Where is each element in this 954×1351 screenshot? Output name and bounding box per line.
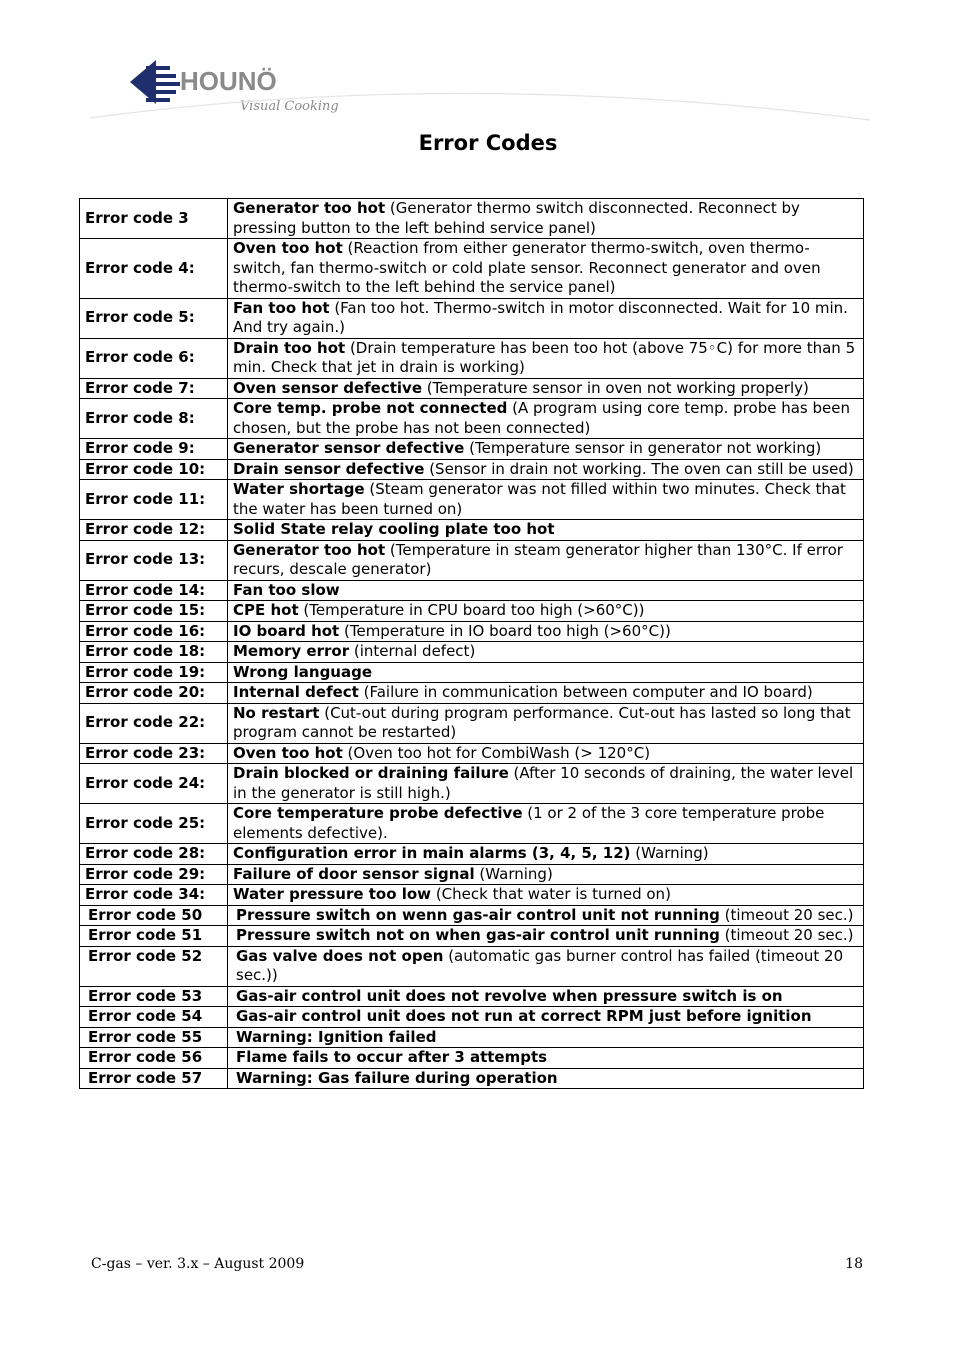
error-description-cell — [228, 905, 864, 926]
table-row — [80, 378, 864, 399]
error-code-cell: Error code 15: — [80, 601, 228, 622]
table-row — [80, 1048, 864, 1069]
error-detail: (Temperature sensor in generator not working) — [464, 439, 822, 457]
table-row — [80, 540, 864, 580]
error-code-cell: Error code 7: — [80, 378, 228, 399]
error-code-cell: Error code 28: — [80, 844, 228, 865]
table-row — [80, 662, 864, 683]
error-code-cell: Error code 4: — [80, 239, 228, 299]
error-detail: (Temperature sensor in oven not working properly) — [422, 378, 809, 397]
error-title: Oven sensor defective — [233, 378, 423, 397]
error-description-cell — [228, 439, 864, 460]
error-description-cell — [228, 239, 864, 299]
error-description-cell — [228, 804, 864, 844]
table-row — [80, 621, 864, 642]
table-row — [80, 1068, 864, 1089]
error-code-cell: Error code 24: — [80, 764, 228, 804]
error-title: Configuration error in main alarms (3, 4, 5, 12) — [233, 844, 631, 862]
table-row — [80, 1007, 864, 1028]
error-code-cell: Error code 51 — [80, 926, 228, 947]
error-code-cell: Error code 11: — [80, 480, 228, 520]
error-code-cell: Error code 52 — [80, 946, 228, 986]
error-description-cell — [228, 399, 864, 439]
error-detail: (Temperature in CPU board too high (>60°C)) — [298, 601, 645, 619]
error-title: Generator too hot — [233, 540, 386, 559]
error-description-cell — [228, 298, 864, 338]
table-row — [80, 1027, 864, 1048]
table-row — [80, 743, 864, 764]
error-title: Core temperature probe defective — [233, 804, 523, 822]
table-row — [80, 199, 864, 239]
error-code-cell: Error code 3 — [80, 199, 228, 239]
error-title: CPE hot — [233, 601, 299, 619]
error-code-cell: Error code 25: — [80, 804, 228, 844]
error-code-cell: Error code 6: — [80, 338, 228, 378]
error-title: Gas-air control unit does not run at correct RPM just before ignition — [236, 1007, 812, 1025]
error-title: No restart — [233, 703, 320, 722]
error-description-cell — [228, 864, 864, 885]
error-codes-body — [80, 199, 864, 1089]
error-code-cell: Error code 10: — [80, 459, 228, 480]
error-code-cell: Error code 22: — [80, 703, 228, 743]
error-detail: (Sensor in drain not working. The oven can still be used) — [424, 459, 854, 478]
error-description-cell — [228, 986, 864, 1007]
error-title: Fan too slow — [233, 580, 340, 599]
table-row — [80, 885, 864, 906]
table-row — [80, 703, 864, 743]
error-code-cell: Error code 16: — [80, 621, 228, 642]
error-title: Gas valve does not open — [236, 946, 444, 965]
table-row — [80, 459, 864, 480]
error-description-cell — [228, 764, 864, 804]
error-code-cell: Error code 34: — [80, 885, 228, 906]
logo-tagline: Visual Cooking — [240, 99, 339, 114]
error-code-cell: Error code 5: — [80, 298, 228, 338]
error-description-cell — [228, 683, 864, 704]
error-detail: (Drain temperature has been too hot (above 75◦C) for more than 5 min. Check that jet in drain is working) — [233, 338, 856, 376]
error-description-cell — [228, 642, 864, 663]
table-row — [80, 439, 864, 460]
table-row — [80, 986, 864, 1007]
error-title: Memory error — [233, 642, 350, 660]
error-detail: (Steam generator was not filled within two minutes. Check that the water has been turned on) — [233, 480, 846, 518]
error-detail: (Cut-out during program performance. Cut-out has lasted so long that program cannot be restarted) — [233, 703, 851, 741]
error-detail: (1 or 2 of the 3 core temperature probe elements defective). — [233, 804, 825, 842]
error-detail: (Generator thermo switch disconnected. Reconnect by pressing button to the left behind service panel) — [233, 199, 800, 237]
error-detail: (Oven too hot for CombiWash (> 120°C) — [342, 743, 651, 762]
error-code-cell: Error code 18: — [80, 642, 228, 663]
error-title: Oven too hot — [233, 743, 343, 762]
error-title: Internal defect — [233, 683, 359, 701]
error-code-cell: Error code 12: — [80, 520, 228, 541]
error-description-cell — [228, 480, 864, 520]
error-detail: (Check that water is turned on) — [431, 885, 671, 903]
error-title: Failure of door sensor signal — [233, 864, 475, 883]
error-description-cell — [228, 199, 864, 239]
error-detail: (timeout 20 sec.) — [719, 905, 854, 924]
table-row — [80, 399, 864, 439]
error-code-cell: Error code 29: — [80, 864, 228, 885]
error-detail: (internal defect) — [349, 642, 476, 660]
error-code-cell: Error code 19: — [80, 662, 228, 683]
logo-wordmark: HOUNÖ — [180, 66, 277, 96]
error-description-cell — [228, 520, 864, 541]
error-code-cell: Error code 56 — [80, 1048, 228, 1069]
error-title: Pressure switch not on when gas-air control unit running — [236, 926, 720, 944]
error-title: Drain blocked or draining failure — [233, 764, 509, 782]
error-codes-table — [79, 198, 864, 1089]
error-code-cell: Error code 54 — [80, 1007, 228, 1028]
error-title: Water pressure too low — [233, 885, 432, 903]
table-row — [80, 601, 864, 622]
table-row — [80, 905, 864, 926]
error-code-cell: Error code 14: — [80, 580, 228, 601]
error-description-cell — [228, 621, 864, 642]
table-row — [80, 683, 864, 704]
error-title: Drain too hot — [233, 338, 346, 357]
error-description-cell — [228, 844, 864, 865]
error-code-cell: Error code 23: — [80, 743, 228, 764]
table-row — [80, 642, 864, 663]
error-code-cell: Error code 50 — [80, 905, 228, 926]
table-row — [80, 926, 864, 947]
error-description-cell — [228, 338, 864, 378]
error-title: Wrong language — [233, 662, 373, 681]
error-code-cell: Error code 55 — [80, 1027, 228, 1048]
table-row — [80, 844, 864, 865]
header-swoosh — [80, 78, 880, 128]
error-title: Warning: Ignition failed — [236, 1027, 437, 1046]
table-row — [80, 338, 864, 378]
error-title: Pressure switch on wenn gas-air control unit not running — [236, 905, 720, 924]
error-description-cell — [228, 580, 864, 601]
table-row — [80, 298, 864, 338]
error-description-cell — [228, 459, 864, 480]
error-title: Oven too hot — [233, 239, 343, 257]
error-description-cell — [228, 1068, 864, 1089]
error-detail: (Reaction from either generator thermo-switch, oven thermo-switch, fan thermo-switch or cold plate sensor. Reconnect generator and oven thermo-switch to the left behind the service panel) — [233, 239, 821, 296]
error-description-cell — [228, 926, 864, 947]
error-detail: (Temperature in IO board too high (>60°C)) — [339, 621, 671, 640]
table-row — [80, 239, 864, 299]
error-detail: (Failure in communication between computer and IO board) — [358, 683, 813, 701]
error-description-cell — [228, 601, 864, 622]
table-row — [80, 764, 864, 804]
page-title: Error Codes — [418, 131, 558, 155]
error-title: Core temp. probe not connected — [233, 399, 508, 417]
error-detail: (After 10 seconds of draining, the water level in the generator is still high.) — [233, 764, 854, 802]
error-code-cell: Error code 20: — [80, 683, 228, 704]
error-detail: (A program using core temp. probe has been chosen, but the probe has not been connected) — [233, 399, 850, 437]
error-description-cell — [228, 540, 864, 580]
table-row — [80, 580, 864, 601]
error-detail: (Warning) — [630, 844, 709, 862]
error-description-cell — [228, 662, 864, 683]
error-title: Fan too hot — [233, 298, 330, 317]
table-row — [80, 804, 864, 844]
error-title: Gas-air control unit does not revolve when pressure switch is on — [236, 986, 783, 1005]
error-title: Generator sensor defective — [233, 439, 465, 457]
error-description-cell — [228, 703, 864, 743]
error-detail: (Warning) — [474, 864, 553, 883]
error-description-cell — [228, 1048, 864, 1069]
error-detail: (Fan too hot. Thermo-switch in motor disconnected. Wait for 10 min. And try again.) — [233, 298, 848, 336]
footer-doc-ref: C-gas – ver. 3.x – August 2009 — [91, 1256, 305, 1272]
error-title: Generator too hot — [233, 199, 386, 217]
table-row — [80, 864, 864, 885]
error-title: Drain sensor defective — [233, 459, 425, 478]
table-row — [80, 946, 864, 986]
error-description-cell — [228, 743, 864, 764]
error-description-cell — [228, 1007, 864, 1028]
error-title: Solid State relay cooling plate too hot — [233, 520, 555, 538]
error-detail: (Temperature in steam generator higher than 130°C. If error recurs, descale generator) — [233, 540, 843, 578]
error-description-cell — [228, 885, 864, 906]
error-description-cell — [228, 378, 864, 399]
error-code-cell: Error code 57 — [80, 1068, 228, 1089]
table-row — [80, 480, 864, 520]
error-code-cell: Error code 53 — [80, 986, 228, 1007]
error-description-cell — [228, 946, 864, 986]
footer-page-number: 18 — [845, 1256, 863, 1272]
error-title: Water shortage — [233, 480, 365, 498]
error-detail: (timeout 20 sec.) — [719, 926, 854, 944]
error-code-cell: Error code 9: — [80, 439, 228, 460]
error-title: Warning: Gas failure during operation — [236, 1068, 558, 1087]
error-code-cell: Error code 13: — [80, 540, 228, 580]
error-title: Flame fails to occur after 3 attempts — [236, 1048, 548, 1066]
error-code-cell: Error code 8: — [80, 399, 228, 439]
table-row — [80, 520, 864, 541]
error-detail: (automatic gas burner control has failed (timeout 20 sec.)) — [236, 946, 844, 984]
error-description-cell — [228, 1027, 864, 1048]
error-title: IO board hot — [233, 621, 340, 640]
